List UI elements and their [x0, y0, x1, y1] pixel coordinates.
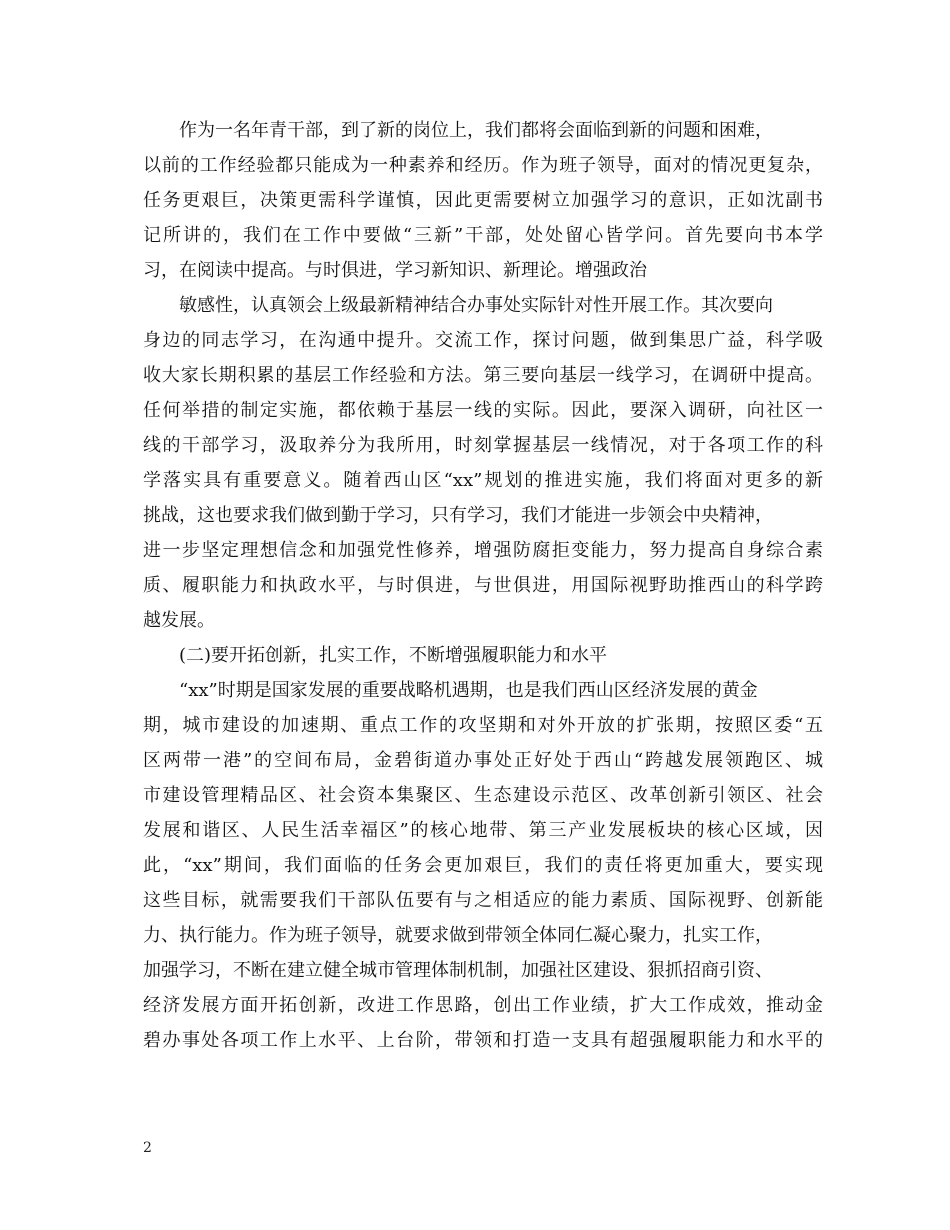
text-line: 经济发展方面开拓创新，改进工作思路，创出工作业绩，扩大工作成效，推动金: [143, 995, 823, 1016]
text-line: 这些目标，就需要我们干部队伍要有与之相适应的能力素质、国际视野、创新能: [143, 890, 823, 911]
text-line: 挑战，这也要求我们做到勤于学习，只有学习，我们才能进一步领会中央精神，: [143, 505, 773, 526]
text-line: 收大家长期积累的基层工作经验和方法。第三要向基层一线学习，在调研中提高。: [143, 365, 823, 386]
text-line: 线的干部学习，汲取养分为我所用，时刻掌握基层一线情况，对于各项工作的科: [143, 435, 823, 456]
text-line: 记所讲的，我们在工作中要做“三新”干部，处处留心皆学问。首先要向书本学: [143, 225, 823, 246]
text-line: “xx”时期是国家发展的重要战略机遇期，也是我们西山区经济发展的黄金: [179, 680, 758, 701]
text-line: 身边的同志学习，在沟通中提升。交流工作，探讨问题，做到集思广益，科学吸: [143, 330, 823, 351]
text-line: 力、执行能力。作为班子领导，就要求做到带领全体同仁凝心聚力，扎实工作，: [143, 925, 773, 946]
text-line: 进一步坚定理想信念和加强党性修养，增强防腐拒变能力，努力提高自身综合素: [143, 540, 823, 561]
text-line: 加强学习，不断在建立健全城市管理体制机制，加强社区建设、狠抓招商引资、: [143, 960, 773, 981]
body-text: [143, 113, 823, 1058]
text-line: 质、履职能力和执政水平，与时俱进，与世俱进，用国际视野助推西山的科学跨: [143, 575, 823, 596]
text-line: 作为一名年青干部，到了新的岗位上，我们都将会面临到新的问题和困难，: [179, 120, 773, 141]
text-line: 敏感性，认真领会上级最新精神结合办事处实际针对性开展工作。其次要向: [179, 295, 773, 316]
text-line: 此，“xx”期间，我们面临的任务会更加艰巨，我们的责任将更加重大，要实现: [143, 855, 823, 876]
page-number: 2: [143, 1140, 152, 1156]
text-line: 任务更艰巨，决策更需科学谨慎，因此更需要树立加强学习的意识，正如沈副书: [143, 190, 823, 211]
text-line: 以前的工作经验都只能成为一种素养和经历。作为班子领导，面对的情况更复杂，: [143, 155, 823, 176]
text-line: 越发展。: [143, 610, 215, 631]
text-line: 任何举措的制定实施，都依赖于基层一线的实际。因此，要深入调研，向社区一: [143, 400, 823, 421]
text-line: 学落实具有重要意义。随着西山区“xx”规划的推进实施，我们将面对更多的新: [143, 470, 823, 491]
text-line: 发展和谐区、人民生活幸福区”的核心地带、第三产业发展板块的核心区域，因: [143, 820, 823, 841]
text-line: 区两带一港”的空间布局，金碧街道办事处正好处于西山“跨越发展领跑区、城: [143, 750, 823, 771]
text-line: 习，在阅读中提高。与时俱进，学习新知识、新理论。增强政治: [143, 260, 647, 281]
section-heading: (二)要开拓创新，扎实工作，不断增强履职能力和水平: [179, 645, 608, 666]
text-line: 碧办事处各项工作上水平、上台阶，带领和打造一支具有超强履职能力和水平的: [143, 1030, 823, 1051]
text-line: 市建设管理精品区、社会资本集聚区、生态建设示范区、改革创新引领区、社会: [143, 785, 823, 806]
text-line: 期，城市建设的加速期、重点工作的攻坚期和对外开放的扩张期，按照区委“五: [143, 715, 823, 736]
